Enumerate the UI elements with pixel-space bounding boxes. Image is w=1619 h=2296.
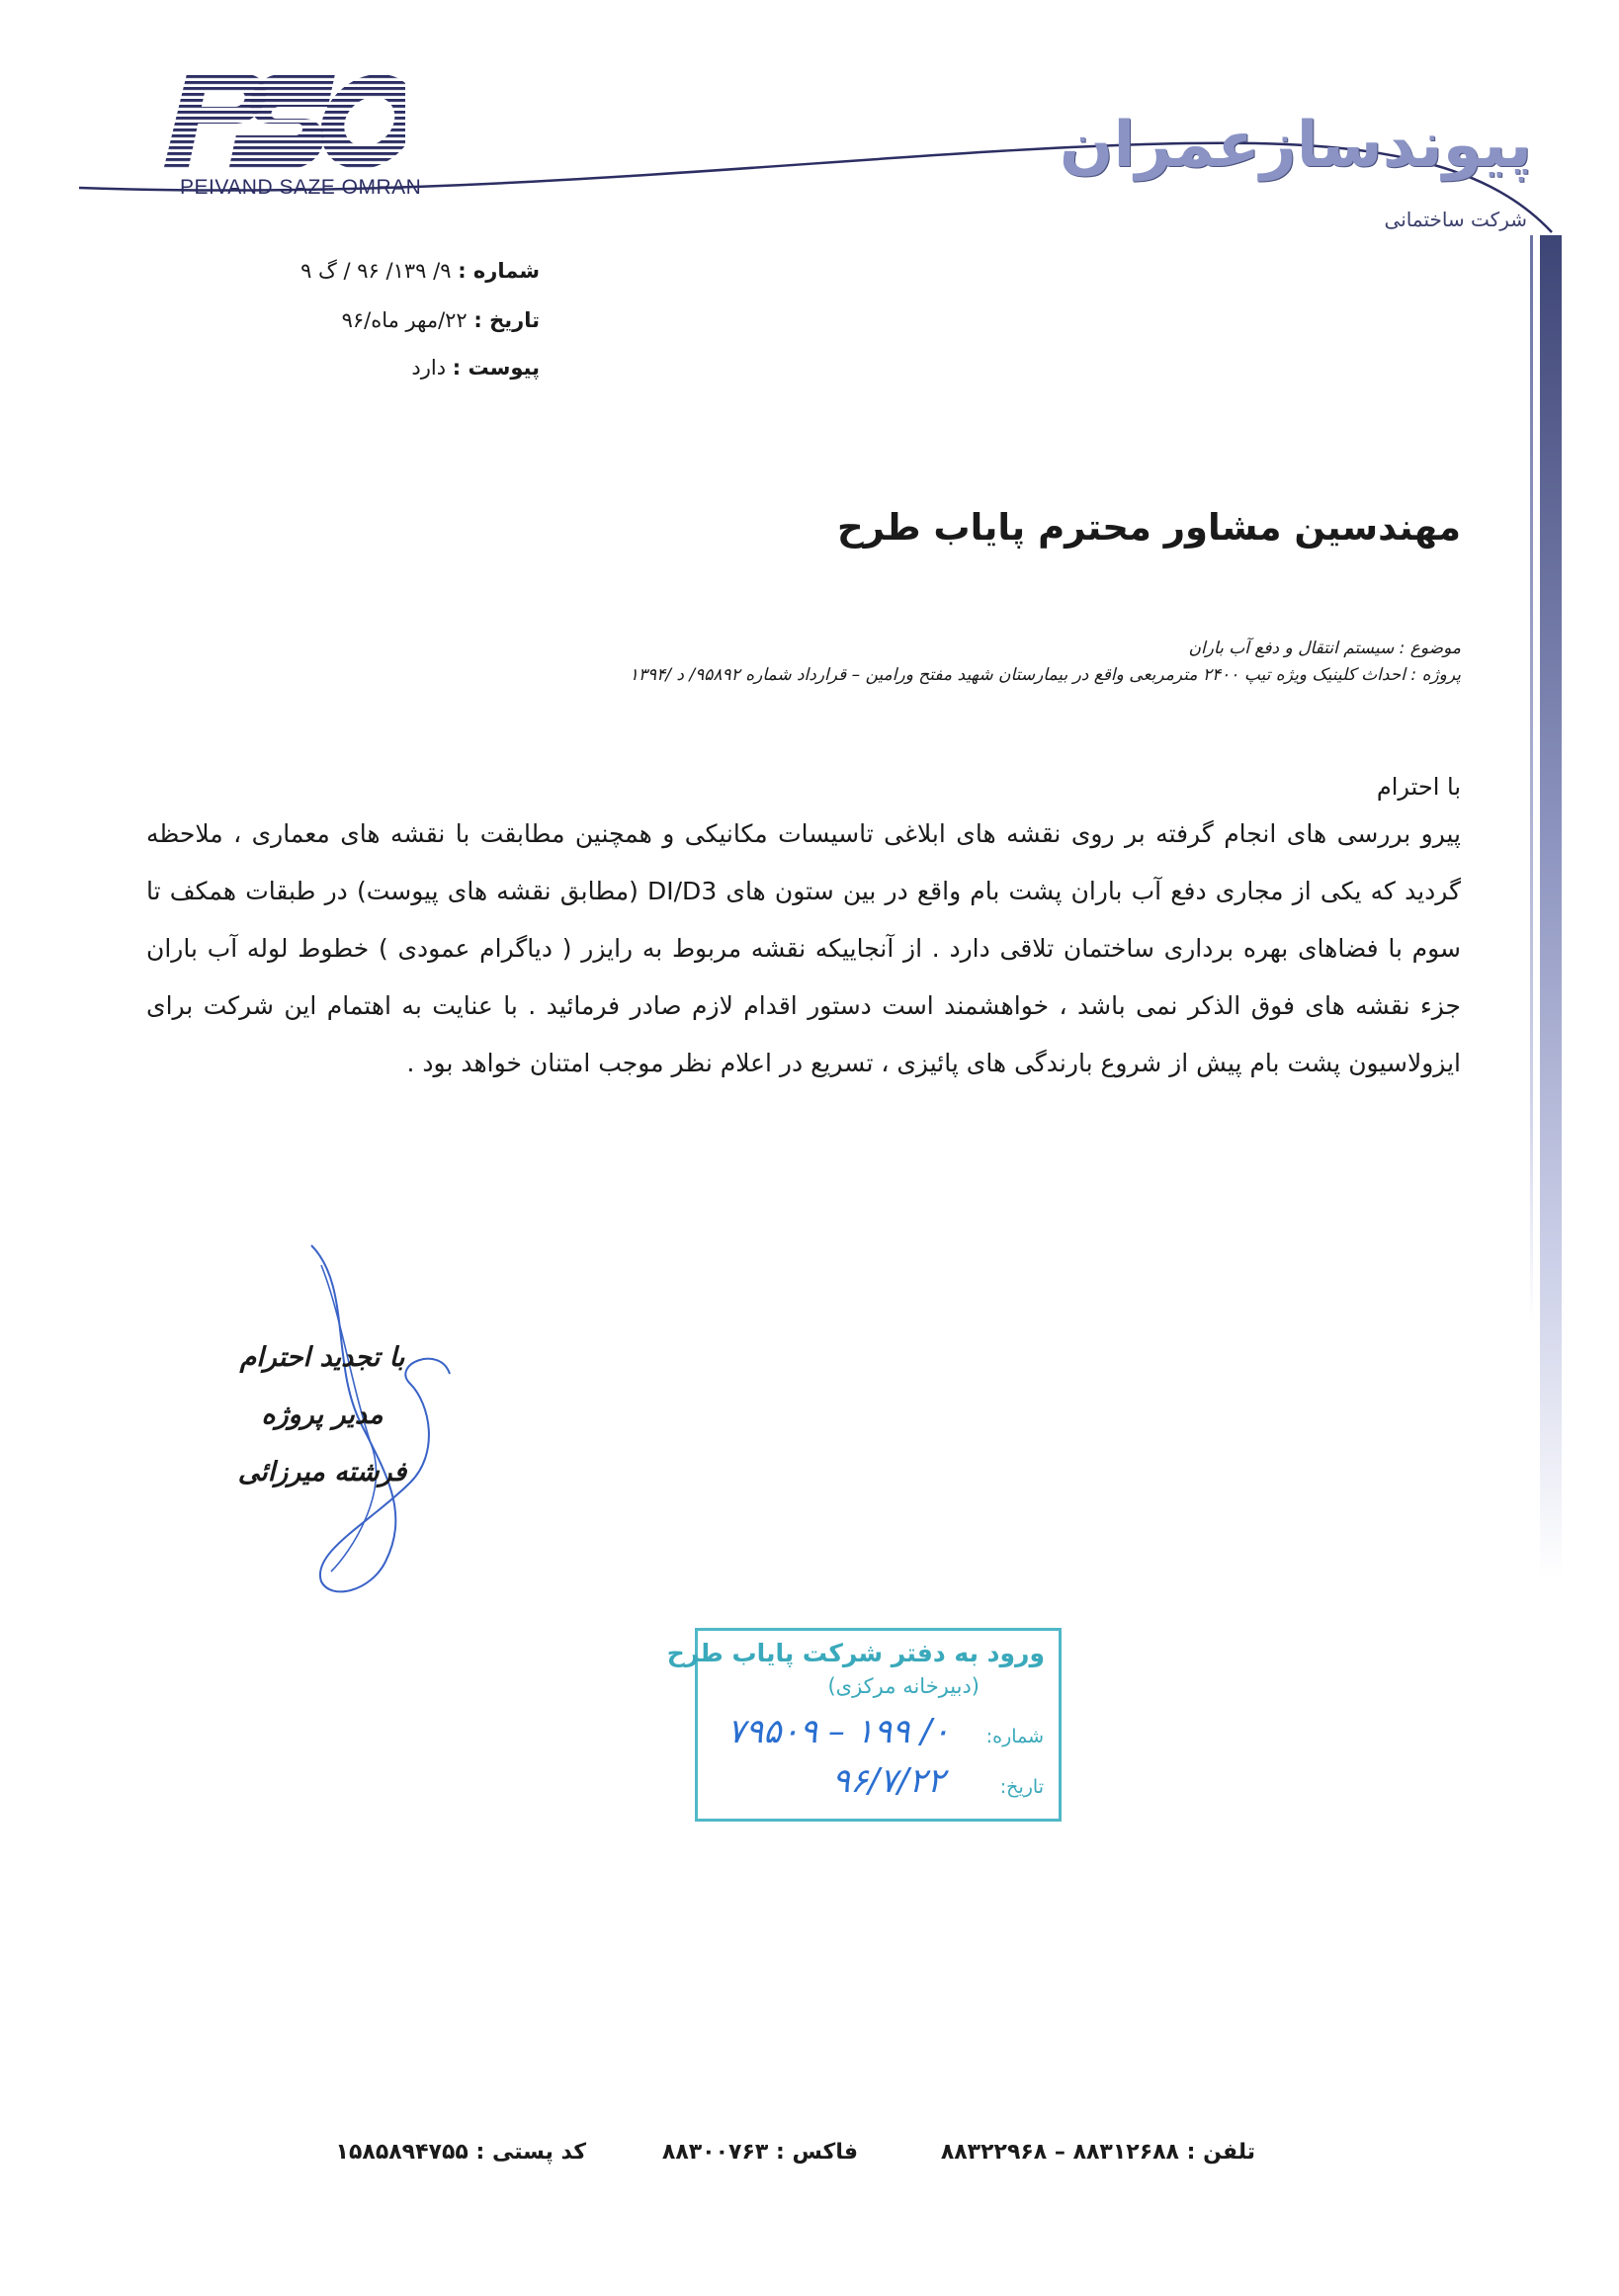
stamp-number-label: شماره: bbox=[985, 1726, 1044, 1747]
letter-body: پیرو بررسی های انجام گرفته بر روی نقشه های ابلاغی تاسیسات مکانیکی و همچنین مطابقت با نقشه های معماری ، ملاحظه گردید که یکی از مجاری دفع آب باران پشت بام واقع در بین ستون های DI/D3 (مطابق نقشه های پیوست) در طبقات همکف تا سوم با فضاهای بهره برداری ساختمان تلاقی دارد . از آنجاییکه نقشه مربوط به رایزر ( دیاگرام عمودی ) خطوط لوله آب باران جزء نقشه های فوق الذکر نمی باشد ، خواهشمند است دستور اقدام لازم صادر فرمائید . با عنایت به اهتمام این شرکت برای ایزولاسیون پشت بام پیش از شروع بارندگی های پائیزی ، تسریع در اعلام نظر موجب امتنان خواهد بود . bbox=[146, 819, 1462, 1077]
footer-fax-value: ۸۸۳۰۰۷۶۳ bbox=[661, 2140, 769, 2165]
letter-attachment bbox=[411, 356, 540, 380]
signer-name: فرشته میرزائی bbox=[237, 1457, 407, 1488]
closing-greeting: با تجدید احترام bbox=[239, 1342, 405, 1373]
stamp-number-value: ۷۹۵۰۹ – ۱۹۹ /۰ bbox=[726, 1712, 950, 1751]
letter-number-value: ۹/ ۱۳۹/ ۹۶ / گ ۹ bbox=[300, 259, 452, 283]
company-subtitle: شرکت ساختمانی bbox=[1384, 208, 1527, 231]
footer-postal-value: ۱۵۸۵۸۹۴۷۵۵ bbox=[335, 2140, 469, 2165]
footer-fax-label: فاکس : bbox=[775, 2140, 858, 2165]
letterhead-side-bar bbox=[1540, 235, 1562, 1579]
letter-number-label: شماره : bbox=[458, 259, 540, 283]
stamp-date-value: ۹۶/۷/۲۲ bbox=[831, 1761, 945, 1801]
received-stamp bbox=[666, 1628, 1062, 1822]
stamp-title: ورود به دفتر شرکت پایاب طرح bbox=[666, 1639, 1045, 1667]
letter-date-value: ۲۲/مهر ماه/۹۶ bbox=[341, 308, 468, 332]
signer-title: مدیر پروژه bbox=[261, 1400, 383, 1430]
footer-fax bbox=[662, 2140, 858, 2165]
closing-block bbox=[194, 1329, 451, 1501]
pso-logo-mark bbox=[158, 69, 405, 178]
footer-phone-label: تلفن : bbox=[1186, 2140, 1255, 2165]
subject-line: موضوع : سیستم انتقال و دفع آب باران bbox=[1188, 638, 1461, 658]
letter-date bbox=[342, 308, 540, 332]
recipient-title: مهندسین مشاور محترم پایاب طرح bbox=[837, 506, 1461, 549]
letter-attachment-value: دارد bbox=[411, 356, 447, 380]
footer-postal-code bbox=[336, 2140, 586, 2165]
company-logo-latin bbox=[158, 69, 422, 203]
stamp-subtitle: (دبیرخانه مرکزی) bbox=[827, 1674, 980, 1698]
footer-phone bbox=[941, 2140, 1255, 2165]
stamp-date-label: تاریخ: bbox=[999, 1776, 1044, 1798]
company-name-latin: PEIVAND SAZE OMRAN bbox=[180, 176, 422, 199]
project-line: پروژه : احداث کلینیک ویژه تیپ ۲۴۰۰ مترمربعی واقع در بیمارستان شهید مفتح ورامین – قرارداد شماره ۹۵۸۹۲/ د /۱۳۹۴ bbox=[629, 665, 1461, 685]
company-name-persian: پیوندسازعمران bbox=[1059, 109, 1532, 182]
letterhead-side-line bbox=[1530, 235, 1533, 1322]
letter-number bbox=[300, 259, 540, 283]
company-logo-persian bbox=[1059, 109, 1552, 247]
footer-phone-value: ۸۸۳۱۲۶۸۸ – ۸۸۳۲۲۹۶۸ bbox=[940, 2140, 1179, 2165]
letter-date-label: تاریخ : bbox=[473, 308, 540, 332]
footer-postal-label: کد پستی : bbox=[475, 2140, 586, 2165]
letter-attachment-label: پیوست : bbox=[452, 356, 540, 380]
salutation: با احترام bbox=[1376, 773, 1461, 801]
